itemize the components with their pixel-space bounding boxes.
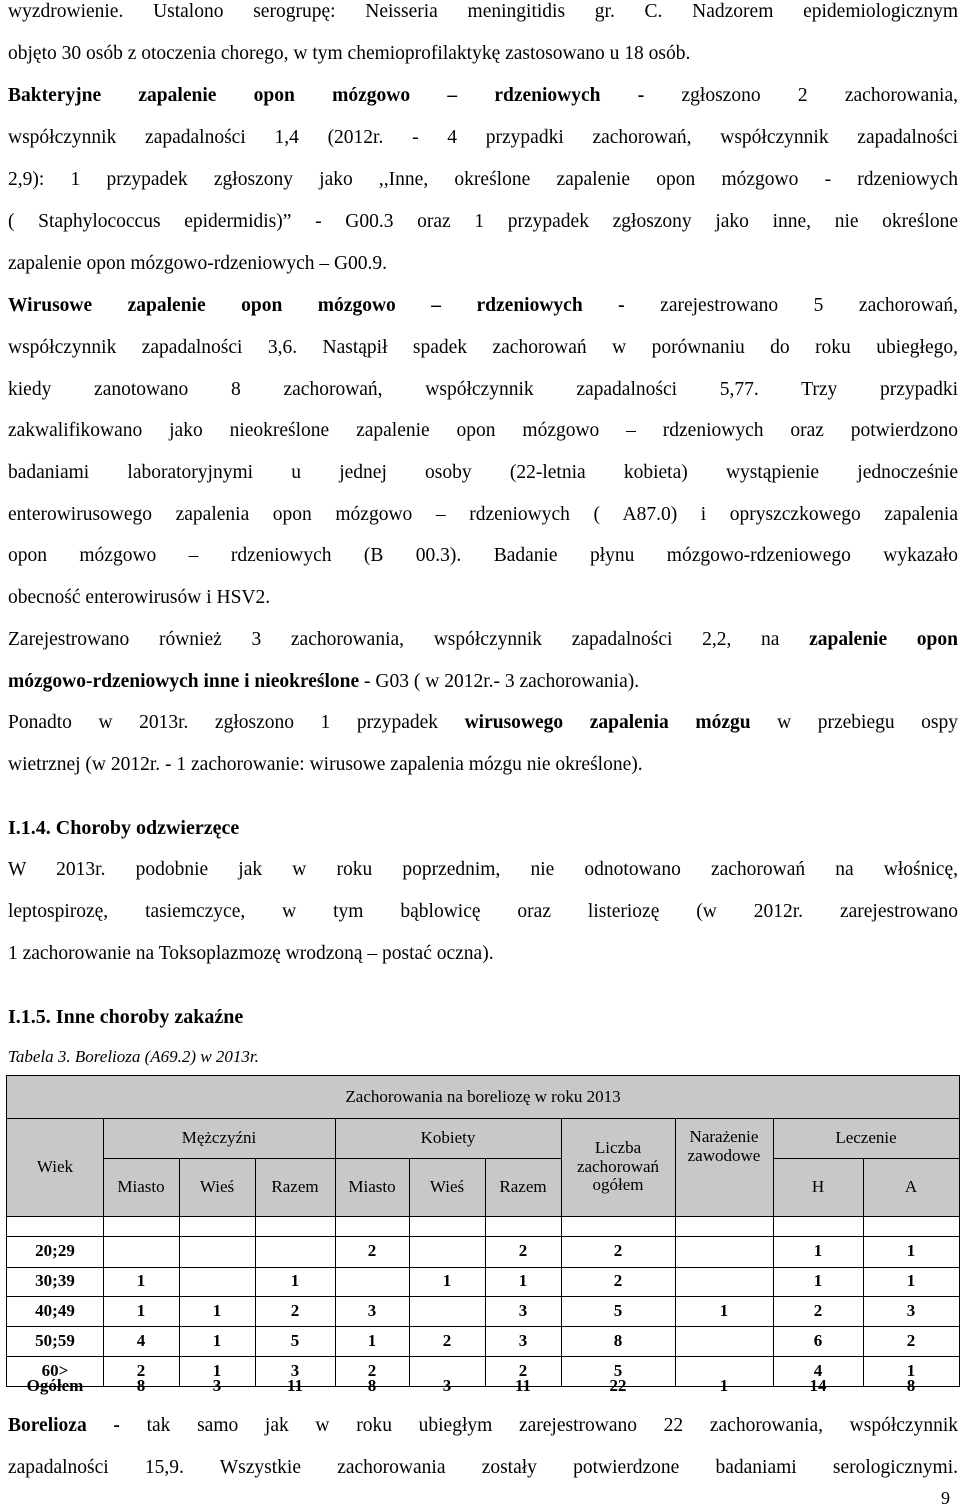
- text-line: współczynnik zapadalności 1,4 (2012r. - 4 przypadki zachorowań, współczynnik zapadalności: [8, 127, 958, 148]
- text-line: zapalenie opon mózgowo-rdzeniowych – G00.9.: [8, 253, 388, 274]
- table-cell-a: 3: [906, 1300, 916, 1320]
- table-cell-a: 1: [906, 1271, 916, 1291]
- header-miasto: Miasto: [335, 1158, 409, 1216]
- page-number: 9: [941, 1488, 950, 1508]
- grid-line: [7, 1326, 959, 1327]
- grid-line: [773, 1118, 774, 1386]
- table-cell-liczba: 5: [613, 1360, 623, 1380]
- text-line: obecność enterowirusów i HSV2.: [8, 587, 271, 608]
- grid-line: [7, 1356, 959, 1357]
- text-line: Bakteryjne zapalenie opon mózgowo – rdzeniowych - zgłoszono 2 zachorowania,: [8, 85, 958, 106]
- table-cell-liczba: 5: [613, 1300, 623, 1320]
- table-cell-m_wies: [179, 1236, 255, 1267]
- grid-line: [675, 1118, 676, 1386]
- table-cell-m_wies: 1: [212, 1360, 222, 1380]
- grid-line: [409, 1158, 410, 1386]
- header-a: A: [863, 1158, 959, 1216]
- table-cell-k_wies: [409, 1296, 485, 1326]
- table-cell-wiek: 40;49: [35, 1300, 75, 1320]
- table-cell-a: 1: [906, 1360, 916, 1380]
- text-line: 1 zachorowanie na Toksoplazmozę wrodzoną – postać oczna).: [8, 943, 494, 964]
- table-cell-k_miasto: 1: [367, 1330, 377, 1350]
- grid-line: [773, 1158, 959, 1159]
- header-liczba: Liczba zachorowań ogółem: [561, 1118, 675, 1216]
- header-women: Kobiety: [335, 1118, 561, 1158]
- table-cell-m_razem: 1: [290, 1271, 300, 1291]
- table-cell-a: 2: [906, 1330, 916, 1350]
- table-cell-k_wies: [409, 1236, 485, 1267]
- table-cell-k_wies: 1: [442, 1271, 452, 1291]
- grid-line: [255, 1158, 256, 1386]
- text-line: ( Staphylococcus epidermidis)” - G00.3 oraz 1 przypadek zgłoszony jako inne, nie określone: [8, 211, 958, 232]
- header-wies: Wieś: [409, 1158, 485, 1216]
- grid-line: [179, 1158, 180, 1386]
- table-cell-m_wies: 1: [212, 1330, 222, 1350]
- table-cell-k_razem: 1: [518, 1271, 528, 1291]
- table-cell-k_razem: 3: [518, 1330, 528, 1350]
- table-cell-k_razem: 2: [518, 1360, 528, 1380]
- table-cell-m_razem: [255, 1236, 335, 1267]
- text-line: leptospirozę, tasiemczyce, w tym bąblowicę oraz listeriozę (w 2012r. zarejestrowano: [8, 901, 958, 922]
- table-cell-m_razem: 5: [290, 1330, 300, 1350]
- header-narazenie: Narażenie zawodowe: [675, 1118, 773, 1176]
- table-cell-wiek: 30;39: [35, 1271, 75, 1291]
- text-line: Borelioza - tak samo jak w roku ubiegłym zarejestrowano 22 zachorowania, współczynnik: [8, 1415, 958, 1436]
- table-cell-wiek: 20;29: [35, 1241, 75, 1261]
- text-line: wietrznej (w 2012r. - 1 zachorowanie: wirusowe zapalenia mózgu nie określone).: [8, 754, 643, 775]
- grid-line: [7, 1296, 959, 1297]
- table-cell-k_razem: 3: [518, 1300, 528, 1320]
- table-cell-m_razem: 3: [290, 1360, 300, 1380]
- text-line: Ponadto w 2013r. zgłoszono 1 przypadek wirusowego zapalenia mózgu w przebiegu ospy: [8, 712, 958, 733]
- text-line: enterowirusowego zapalenia opon mózgowo – rdzeniowych ( A87.0) i opryszczkowego zapalenia: [8, 504, 958, 525]
- table-cell-narazenie: [675, 1326, 773, 1356]
- table-cell-k_razem: 2: [518, 1241, 528, 1261]
- text-line: I.1.5. Inne choroby zakaźne: [8, 1006, 244, 1028]
- table-cell-wiek: 60>: [41, 1360, 69, 1380]
- table-cell-k_miasto: 3: [367, 1300, 377, 1320]
- table-cell-narazenie: [675, 1236, 773, 1267]
- text-line: opon mózgowo – rdzeniowych (B 00.3). Badanie płynu mózgowo-rdzeniowego wykazało: [8, 545, 958, 566]
- text-line: objęto 30 osób z otoczenia chorego, w tym chemioprofilaktykę zastosowano u 18 osób.: [8, 43, 691, 64]
- text-line: mózgowo-rdzeniowych inne i nieokreślone - G03 ( w 2012r.- 3 zachorowania).: [8, 671, 640, 692]
- table-cell-k_wies: 2: [442, 1330, 452, 1350]
- text-line: kiedy zanotowano 8 zachorowań, współczynnik zapadalności 5,77. Trzy przypadki: [8, 379, 958, 400]
- table-title: Zachorowania na boreliozę w roku 2013: [7, 1076, 959, 1118]
- table-cell-liczba: 2: [613, 1241, 623, 1261]
- grid-line: [335, 1158, 561, 1159]
- borelioza-table: Zachorowania na boreliozę w roku 2013 Wiek Mężczyźni Kobiety Liczba zachorowań ogółem Narażenie zawodowe Leczenie Miasto Wieś Razem Miasto Wieś Razem H A 20;29 2 2 2 1 1 30;39 1 1 1 1 2 1 1 40;49 1 1 2 3 3 5 1 2 3 50;59 4 1 5 1 2 3 8 6 2 60> 2 1 3 2 2 5 4 1 Ogółem 8 3 11 8 3 11 22 1 14 8: [6, 1075, 960, 1387]
- table-cell-m_miasto: [103, 1236, 179, 1267]
- table-cell-narazenie: [675, 1267, 773, 1296]
- table-cell-h: 4: [813, 1360, 823, 1380]
- table-cell-k_miasto: 2: [367, 1360, 377, 1380]
- grid-line: [863, 1158, 864, 1386]
- grid-line: [103, 1158, 335, 1159]
- table-cell-narazenie: 1: [719, 1300, 729, 1320]
- text-line: zapadalności 15,9. Wszystkie zachorowania zostały potwierdzone badaniami serologicznymi.: [8, 1457, 958, 1478]
- header-razem: Razem: [255, 1158, 335, 1216]
- text-line: 2,9): 1 przypadek zgłoszony jako ,,Inne, określone zapalenie opon mózgowo - rdzeniowych: [8, 169, 958, 190]
- grid-line: [7, 1236, 959, 1237]
- text-line: badaniami laboratoryjnymi u jednej osoby (22-letnia kobieta) wystąpienie jednocześnie: [8, 462, 958, 483]
- table-cell-h: 1: [813, 1271, 823, 1291]
- text-line: Wirusowe zapalenie opon mózgowo – rdzeniowych - zarejestrowano 5 zachorowań,: [8, 295, 958, 316]
- header-leczenie: Leczenie: [773, 1118, 959, 1158]
- table-cell-m_razem: 2: [290, 1300, 300, 1320]
- table-cell-h: 1: [813, 1241, 823, 1261]
- table-cell-k_miasto: [335, 1267, 409, 1296]
- text-line: współczynnik zapadalności 3,6. Nastąpił spadek zachorowań w porównaniu do roku ubiegłego,: [8, 337, 958, 358]
- table-cell-wiek: 50;59: [35, 1330, 75, 1350]
- text-line: wyzdrowienie. Ustalono serogrupę: Neisseria meningitidis gr. C. Nadzorem epidemiologicznym: [8, 1, 958, 22]
- grid-line: [335, 1118, 336, 1386]
- grid-line: [7, 1216, 959, 1217]
- text-line: W 2013r. podobnie jak w roku poprzednim, nie odnotowano zachorowań na włośnicę,: [8, 859, 958, 880]
- table-cell-m_miasto: 2: [136, 1360, 146, 1380]
- header-h: H: [773, 1158, 863, 1216]
- header-wiek: Wiek: [7, 1118, 103, 1216]
- table-cell-m_miasto: 1: [136, 1271, 146, 1291]
- header-razem: Razem: [485, 1158, 561, 1216]
- header-wies: Wieś: [179, 1158, 255, 1216]
- table-cell-m_miasto: 4: [136, 1330, 146, 1350]
- grid-line: [7, 1118, 959, 1119]
- header-miasto: Miasto: [103, 1158, 179, 1216]
- table-cell-a: 1: [906, 1241, 916, 1261]
- table-cell-m_miasto: 1: [136, 1300, 146, 1320]
- table-cell-h: 6: [813, 1330, 823, 1350]
- grid-line: [103, 1118, 104, 1386]
- text-line: zakwalifikowano jako nieokreślone zapalenie opon mózgowo – rdzeniowych oraz potwierdzono: [8, 420, 958, 441]
- table-cell-m_wies: 1: [212, 1300, 222, 1320]
- table-cell-k_miasto: 2: [367, 1241, 377, 1261]
- text-line: Zarejestrowano również 3 zachorowania, współczynnik zapadalności 2,2, na zapalenie opon: [8, 629, 958, 650]
- grid-line: [7, 1267, 959, 1268]
- table-cell-liczba: 8: [613, 1330, 623, 1350]
- table-cell-h: 2: [813, 1300, 823, 1320]
- table-cell-liczba: 2: [613, 1271, 623, 1291]
- grid-line: [561, 1118, 562, 1386]
- grid-line: [485, 1158, 486, 1386]
- text-line: Tabela 3. Borelioza (A69.2) w 2013r.: [8, 1047, 259, 1066]
- header-men: Mężczyźni: [103, 1118, 335, 1158]
- table-cell-m_wies: [179, 1267, 255, 1296]
- text-line: I.1.4. Choroby odzwierzęce: [8, 817, 240, 839]
